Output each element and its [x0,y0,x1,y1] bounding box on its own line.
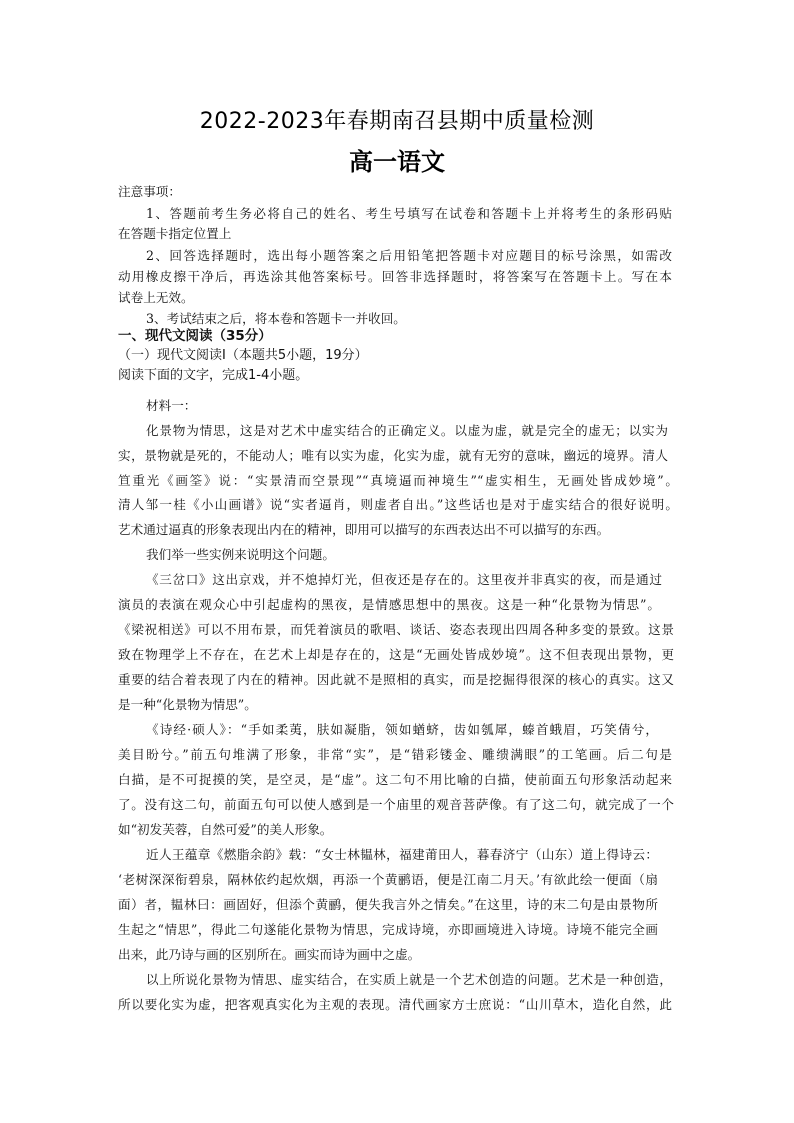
material-line: 实，景物就是死的，不能动人；唯有以实为虚，化实为虚，就有无穷的意味，幽远的境界。清人 [118,448,668,463]
material-line: 面）者，韫林曰：画固好，但添个黄鹂，便失我言外之情矣。”在这里，诗的末二句是由景物所 [118,897,658,912]
material-line: 白描，是不可捉摸的笑，是空灵，是“虚”。这二句不用比喻的白描，使前面五句形象活动起来 [118,772,672,787]
material-line: 美目盼兮。”前五句堆满了形象，非常“实”，是“错彩镂金、雕缋满眼”的工笔画。后二句是 [118,747,672,762]
material-line: 如“初发芙蓉，自然可爱”的美人形象。 [118,822,333,837]
section-heading: 一、现代文阅读（35分） [118,328,272,344]
notice-line: 3、考试结束之后，将本卷和答题卡一并收回。 [146,311,406,326]
notice-line: 在答题卡指定位置上 [118,226,232,241]
material-line: 是一种“化景物为情思”。 [118,697,257,712]
material-line: 生起之“情思”，得此二句遂能化景物为情思，完成诗境，亦即画境进入诗境。诗境不能完全画 [118,922,658,937]
material-line: 重要的结合着表现了内在的精神。因此就不是照相的真实，而是挖掘得很深的核心的真实。这又 [118,672,674,687]
material-line: 清人邹一桂《小山画谱》说“实者逼肖，则虚者自出。”这些话也是对于虚实结合的很好说明。 [118,497,678,512]
exam-subject: 高一语文 [349,148,445,176]
notice-header: 注意事项： [118,184,181,199]
material-line: 《三岔口》这出京戏，并不熄掉灯光，但夜还是存在的。这里夜并非真实的夜，而是通过 [146,572,662,587]
material-line: 所以要化实为虚，把客观真实化为主观的表现。清代画家方士庶说：“山川草木，造化自然，此 [118,997,672,1012]
material-line: 笪重光《画筌》说：“实景清而空景现”“真境逼而神境生”“虚实相生，无画处皆成妙境”。 [118,473,678,488]
material-line: 致在物理学上不存在，在艺术上却是存在的，这是“无画处皆成妙境”。这不但表现出景物，更 [118,647,674,662]
exam-title: 2022-2023年春期南召县期中质量检测 [199,109,595,134]
section-subheading: （一）现代文阅读Ⅰ（本题共5小题，19分） [118,348,368,363]
notice-line: 1、答题前考生务必将自己的姓名、考生号填写在试卷和答题卡上并将考生的条形码贴 [146,206,672,221]
material-line: 了。没有这二句，前面五句可以使人感到是一个庙里的观音菩萨像。有了这二句，就完成了一个 [118,797,674,812]
material-line: ‘老树深深衔碧泉，隔林依约起炊烟，再添一个黄鹂语，便是江南二月天。’有欲此绘一便面（扇 [118,872,658,887]
notice-line: 2、回答选择题时，选出每小题答案之后用铅笔把答题卡对应题目的标号涂黑，如需改 [146,248,672,263]
notice-line: 试卷上无效。 [118,290,194,305]
notice-line: 动用橡皮擦干净后，再选涂其他答案标号。回答非选择题时，将答案写在答题卡上。写在本 [118,269,672,284]
material-line: 以上所说化景物为情思、虚实结合，在实质上就是一个艺术创造的问题。艺术是一种创造， [146,972,672,987]
material-label: 材料一： [146,398,197,413]
material-line: 《诗经·硕人》：“手如柔荑，肤如凝脂，领如蝤蛴，齿如瓠犀，螓首蛾眉，巧笑倩兮， [146,722,658,737]
material-line: 出来，此乃诗与画的区别所在。画实而诗为画中之虚。 [118,947,421,962]
material-line: 我们举一些实例来说明这个问题。 [146,547,335,562]
section-instruction: 阅读下面的文字，完成1-4小题。 [118,368,309,383]
material-line: 《梁祝相送》可以不用布景，而凭着演员的歌唱、谈话、姿态表现出四周各种多变的景致。这景 [118,622,674,637]
material-line: 近人王蕴章《燃脂余韵》载：“女士林韫林，福建莆田人，暮春济宁（山东）道上得诗云： [146,847,658,862]
material-line: 艺术通过逼真的形象表现出内在的精神，即用可以描写的东西表达出不可以描写的东西。 [118,522,610,537]
material-line: 化景物为情思，这是对艺术中虚实结合的正确定义。以虚为虚，就是完全的虚无；以实为 [146,423,668,438]
material-line: 演员的表演在观众心中引起虚构的黑夜，是情感思想中的黑夜。这是一种“化景物为情思”。 [118,597,660,612]
